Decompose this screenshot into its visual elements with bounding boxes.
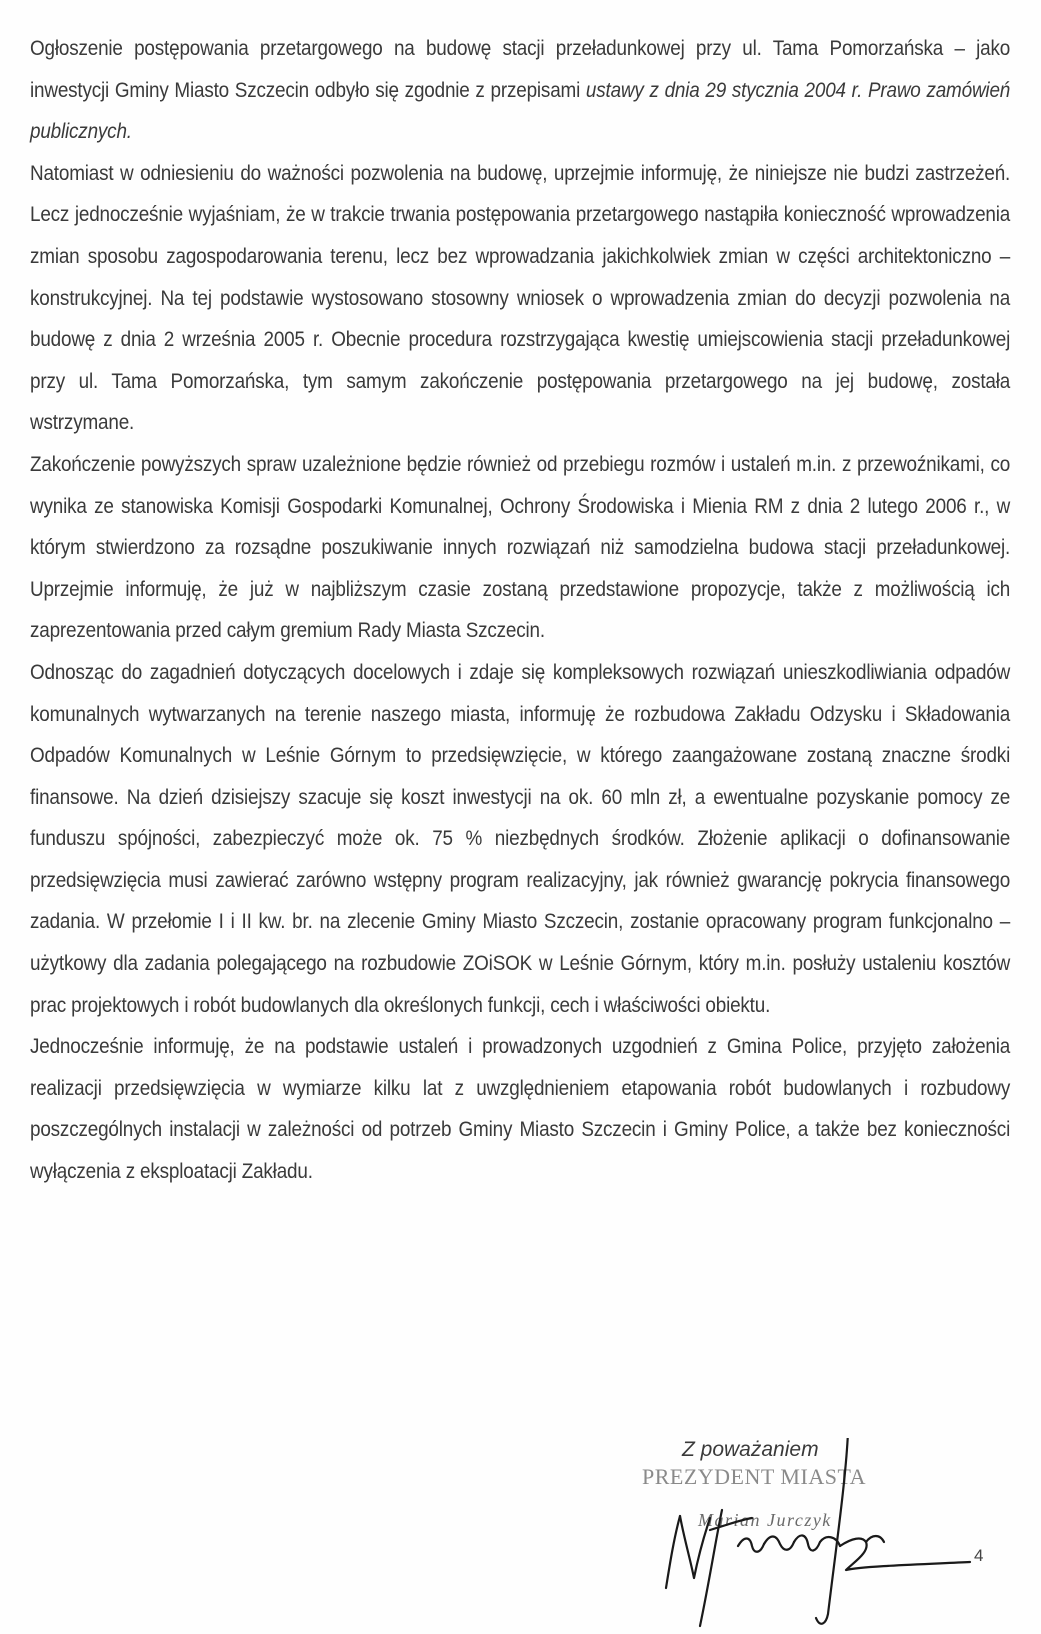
page-number: 4 (974, 1546, 984, 1565)
signature-block (640, 1438, 1000, 1634)
stamp-title: PREZYDENT MIASTA (642, 1464, 867, 1489)
stamp-name: Marian Jurczyk (698, 1510, 832, 1530)
document-body (30, 28, 1010, 1193)
paragraph-1 (30, 28, 1010, 153)
paragraph-4: Odnosząc do zagadnień dotyczących docelowych i zdaje się kompleksowych rozwiązań unieszkodliwiania odpadów komunalnych wytwarzanych na terenie naszego miasta, informuję że rozbudowa Zakładu Odzysku i Składowania Odpadów Komunalnych w Leśnie Górnym to przedsięwzięcie, w którego zaangażowane zostaną znaczne środki finansowe. Na dzień dzisiejszy szacuje się koszt inwestycji na ok. 60 mln zł, a ewentualne pozyskanie pomocy ze funduszu spójności, zabezpieczyć może ok. 75 % niezbędnych środków. Złożenie aplikacji o dofinansowanie przedsięwzięcia musi zawierać zarówno wstępny program realizacyjny, jak również gwarancję pokrycia finansowego zadania. W przełomie I i II kw. br. na zlecenie Gminy Miasto Szczecin, zostanie opracowany program funkcjonalno – użytkowy dla zadania polegającego na rozbudowie ZOiSOK w Leśnie Górnym, który m.in. posłuży ustaleniu kosztów prac projektowych i robót budowlanych dla określonych funkcji, cech i właściwości obiektu. (30, 660, 1011, 1017)
paragraph-2: Natomiast w odniesieniu do ważności pozwolenia na budowę, uprzejmie informuję, że niniejsze nie budzi zastrzeżeń. Lecz jednocześnie wyjaśniam, że w trakcie trwania postępowania przetargowego nastąpiła konieczność wprowadzenia zmian sposobu zagospodarowania terenu, lecz bez wprowadzania jakichkolwiek zmian w części architektoniczno – konstrukcyjnej. Na tej podstawie wystosowano stosowny wniosek o wprowadzenia zmian do decyzji pozwolenia na budowę z dnia 2 września 2005 r. Obecnie procedura rozstrzygająca kwestię umiejscowienia stacji przeładunkowej przy ul. Tama Pomorzańska, tym samym zakończenie postępowania przetargowego na jej budowę, została wstrzymane. (30, 161, 1011, 435)
handwritten-signature-icon (640, 1438, 1000, 1634)
paragraph-1-italic-citation: ustawy z dnia 29 stycznia 2004 r. Prawo zamówień publicznych. (30, 78, 1011, 144)
paragraph-3: Zakończenie powyższych spraw uzależnione będzie również od przebiegu rozmów i ustaleń m.in. z przewoźnikami, co wynika ze stanowiska Komisji Gospodarki Komunalnej, Ochrony Środowiska i Mienia RM z dnia 2 lutego 2006 r., w którym stwierdzono za rozsądne poszukiwanie innych rozwiązań niż samodzielna budowa stacji przeładunkowej. Uprzejmie informuję, że już w najbliższym czasie zostaną przedstawione propozycje, także z możliwością ich zaprezentowania przed całym gremium Rady Miasta Szczecin. (30, 452, 1011, 643)
paragraph-1-text: Ogłoszenie postępowania przetargowego na budowę stacji przeładunkowej przy ul. Tama Pomorzańska – jako inwestycji Gminy Miasto Szczecin odbyło się zgodnie z przepisami (30, 37, 1011, 102)
paragraph-5: Jednocześnie informuję, że na podstawie ustaleń i prowadzonych uzgodnień z Gmina Police, przyjęto założenia realizacji przedsięwzięcia w wymiarze kilku lat z uwzględnieniem etapowania robót budowlanych i rozbudowy poszczególnych instalacji w zależności od potrzeb Gminy Miasto Szczecin i Gminy Police, a także bez konieczności wyłączenia z eksploatacji Zakładu. (30, 1035, 1011, 1184)
closing-phrase: Z poważaniem (682, 1438, 819, 1461)
